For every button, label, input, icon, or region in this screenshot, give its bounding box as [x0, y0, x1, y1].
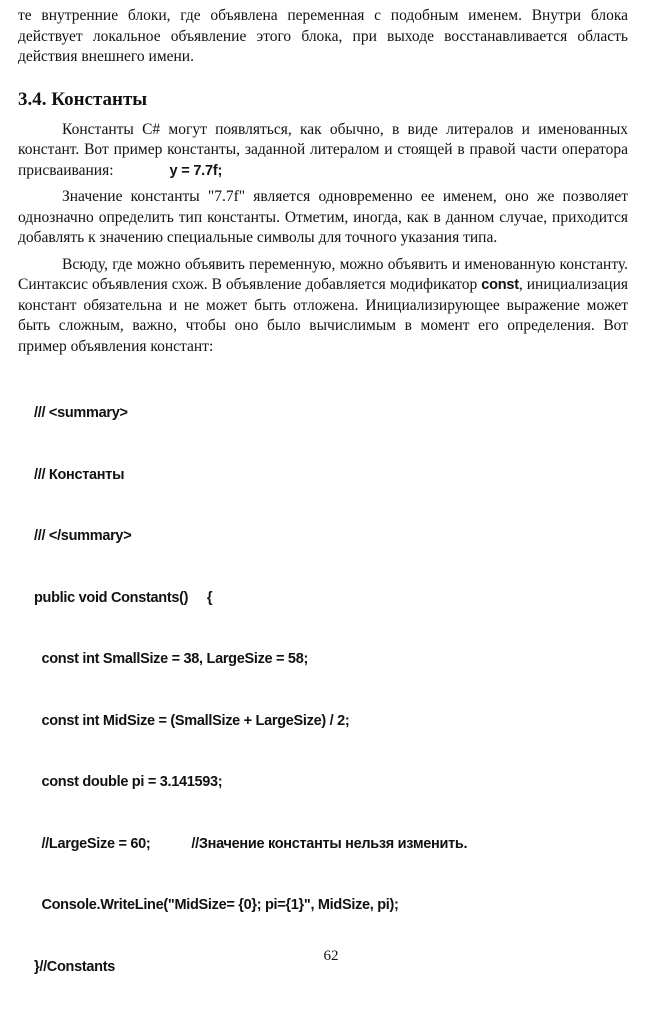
page-number: 62 [323, 948, 339, 964]
code-line: public void Constants() { [34, 589, 213, 606]
paragraph-named-constants-text-2: , инициализация констант обязательна и не может быть отложена. Инициализирующее выражение может быть сложным, важно, чтобы оно было вычислимым в момент его определения. Вот пример объявления констант: [18, 276, 629, 355]
document-page [18, 6, 628, 1018]
code-line: }//Constants [34, 958, 115, 975]
code-listing [34, 362, 628, 1018]
code-line: const int SmallSize = 38, LargeSize = 58; [34, 651, 308, 667]
paragraph-literal-type: Значение константы "7.7f" является одновременно ее именем, оно же позволяет однозначно определить тип константы. Отметим, иногда, как в данном случае, приходится добавлять к значению специальные символы для точного указания типа. [18, 188, 628, 246]
code-line: /// <summary> [34, 405, 128, 421]
code-line: const int MidSize = (SmallSize + LargeSize) / 2; [34, 712, 350, 729]
intro-paragraph: те внутренние блоки, где объявлена переменная с подобным именем. Внутри блока действует локальное объявление этого блока, при выходе восстанавливается область действия внешнего имени. [18, 7, 628, 65]
paragraph-named-constants-text-1: Всюду, где можно объявить переменную, можно объявить и именованную константу. Синтаксис объявления схож. В объявление добавляется модификатор [18, 255, 628, 293]
const-keyword: const [481, 277, 519, 293]
code-line: /// </summary> [34, 528, 132, 544]
paragraph-literals-text: Константы C# могут появляться, как обычно, в виде литералов и именованных констант. Вот пример константы, заданной литералом и стоящей в правой части оператора присваивания: [18, 120, 628, 179]
paragraph-literals [18, 120, 628, 182]
code-line: Console.WriteLine("MidSize= {0}; pi={1}", MidSize, pi); [34, 897, 399, 913]
section-heading: 3.4. Константы [18, 88, 148, 110]
paragraph-named-constants [18, 255, 628, 358]
code-line: const double pi = 3.141593; [34, 774, 223, 790]
inline-code-literal: y = 7.7f; [169, 162, 223, 179]
code-line: /// Константы [34, 466, 125, 483]
code-line: //LargeSize = 60; //Значение константы нельзя изменить. [34, 835, 468, 852]
